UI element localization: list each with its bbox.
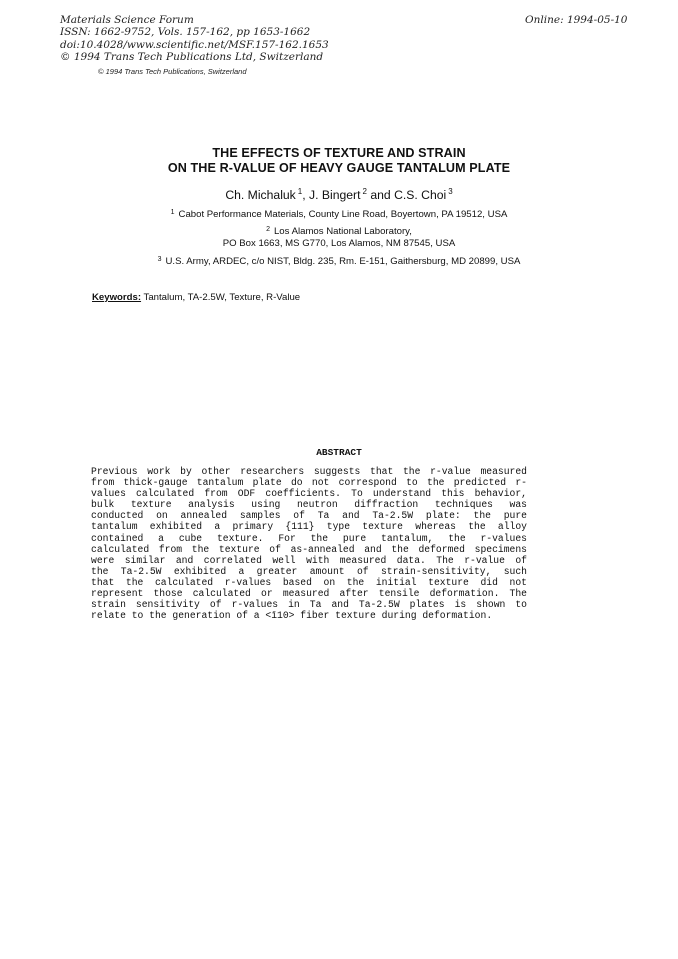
journal-name: Materials Science Forum [60, 14, 194, 26]
author-name: J. Bingert [309, 188, 361, 202]
affiliation-text: Los Alamos National Laboratory, [273, 226, 412, 237]
keywords [92, 292, 300, 303]
affiliation-marker: 1 [170, 209, 175, 216]
copyright-small: © 1994 Trans Tech Publications, Switzerland [98, 67, 247, 76]
publication-header [60, 14, 329, 64]
affiliation-marker: 2 [266, 226, 270, 233]
author-name: C.S. Choi [394, 188, 447, 202]
abstract-line: relate to the generation of a <ī10> fiber texture during deformation. [91, 610, 493, 622]
affiliation-text: U.S. Army, ARDEC, c/o NIST, Bldg. 235, Rm. E-151, Gaithersburg, MD 20899, USA [165, 256, 521, 267]
affiliation-marker: 3 [157, 256, 162, 263]
author-affiliation-marker: 1 [297, 187, 303, 196]
abstract-line: the Ta-2.5W exhibited a greater amount of strain-sensitivity, such [91, 565, 527, 577]
online-date: Online: 1994-05-10 [525, 14, 628, 26]
abstract-line: bulk texture analysis using neutron diffraction techniques was [91, 499, 527, 511]
paper-title-line-2: ON THE R-VALUE OF HEAVY GAUGE TANTALUM PLATE [167, 161, 511, 175]
author-affiliation-marker: 2 [362, 187, 367, 196]
keywords-label: Keywords: [92, 292, 142, 303]
affiliation-3 [0, 256, 678, 267]
affiliation-2-address: PO Box 1663, MS G770, Los Alamos, NM 87545, USA [222, 238, 456, 249]
abstract-line: were similar and correlated well with measured data. The r-value of [91, 554, 527, 566]
abstract-line: values calculated from ODF coefficients. To understand this behavior, [91, 488, 527, 500]
abstract-line: Previous work by other researchers suggests that the r-value measured [91, 466, 527, 477]
doi-line[interactable]: doi:10.4028/www.scientific.net/MSF.157-162.1653 [60, 38, 329, 51]
abstract-heading: ABSTRACT [316, 447, 362, 458]
abstract-line: represent those calculated or measured after tensile deformation. The [91, 588, 527, 600]
author-name: Ch. Michaluk [225, 188, 296, 202]
author-separator: , [302, 188, 310, 202]
abstract-body [91, 466, 527, 621]
author-list [0, 187, 678, 202]
paper-title-line-1: THE EFFECTS OF TEXTURE AND STRAIN [212, 146, 466, 160]
abstract-line: from thick-gauge tantalum plate do not correspond to the predicted r- [91, 477, 527, 489]
issn-line: ISSN: 1662-9752, Vols. 157-162, pp 1653-1662 [60, 26, 311, 39]
affiliation-2 [0, 226, 678, 237]
affiliation-text: Cabot Performance Materials, County Line Road, Boyertown, PA 19512, USA [178, 209, 508, 220]
abstract-line: calculated from the texture of as-annealed and the deformed specimens [91, 543, 527, 555]
abstract-line: conducted on annealed samples of Ta and Ta-2.5W plate: the pure [91, 510, 527, 522]
affiliation-1 [0, 209, 678, 220]
copyright-line: © 1994 Trans Tech Publications Ltd, Switzerland [60, 51, 324, 64]
abstract-line: strain sensitivity of r-values in Ta and Ta-2.5W plates is shown to [91, 599, 527, 611]
author-affiliation-marker: 3 [448, 187, 453, 196]
abstract-line: tantalum exhibited a primary {111} type texture whereas the alloy [91, 521, 527, 533]
keywords-list: Tantalum, TA-2.5W, Texture, R-Value [143, 292, 301, 303]
abstract-line: that the calculated r-values based on the initial texture did not [91, 576, 527, 588]
abstract-line: contained a cube texture. For the pure tantalum, the r-values [91, 532, 527, 544]
author-separator: and [366, 188, 395, 202]
